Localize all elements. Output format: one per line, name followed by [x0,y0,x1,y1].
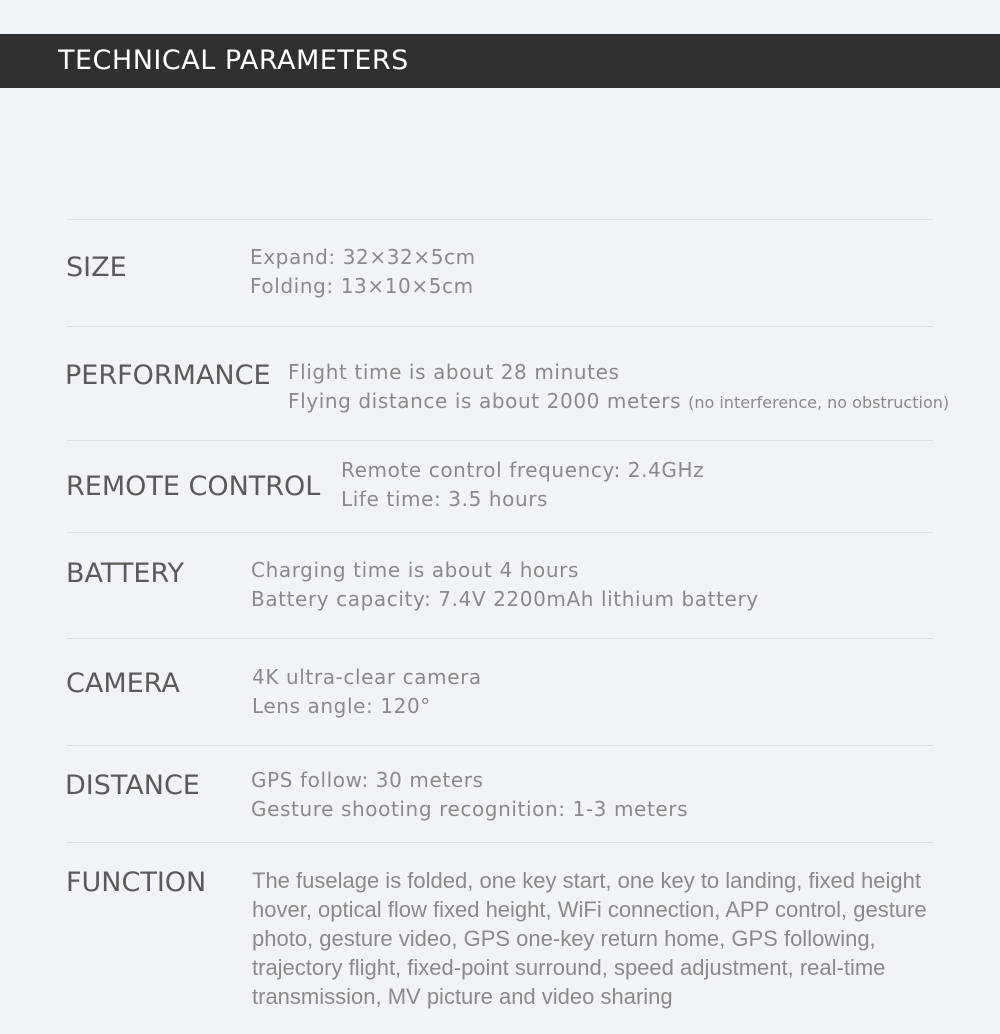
spec-value-line: Flight time is about 28 minutes [288,360,620,384]
spec-label-performance: PERFORMANCE [65,360,271,391]
spec-value-line: 4K ultra-clear camera [252,665,482,689]
page-title: TECHNICAL PARAMETERS [58,45,409,76]
spec-label-distance: DISTANCE [65,770,200,801]
spec-value-line: Folding: 13×10×5cm [250,274,474,298]
spec-value-line: Expand: 32×32×5cm [250,245,476,269]
divider [67,532,933,533]
spec-value-line: Charging time is about 4 hours [251,558,579,582]
spec-value-line: GPS follow: 30 meters [251,768,484,792]
spec-value-text: Flying distance is about 2000 meters [288,389,682,413]
spec-value-line: Remote control frequency: 2.4GHz [341,458,705,482]
spec-label-function: FUNCTION [66,867,207,898]
spec-label-battery: BATTERY [66,558,184,589]
spec-values-distance [251,766,688,824]
spec-value-line [288,387,949,417]
divider [67,638,933,639]
divider [67,745,933,746]
divider [67,842,933,843]
spec-value-line: Life time: 3.5 hours [341,487,549,511]
spec-values-performance [288,358,949,417]
spec-values-size [250,243,476,301]
divider [67,219,933,220]
spec-value-line: Gesture shooting recognition: 1-3 meters [251,797,689,821]
spec-value-note: (no interference, no obstruction) [688,393,950,412]
divider [67,440,933,441]
spec-label-camera: CAMERA [66,668,180,699]
spec-values-camera [252,663,482,721]
spec-values-battery [251,556,759,614]
divider [67,326,933,327]
spec-value-line: Lens angle: 120° [252,694,431,718]
spec-label-remote-control: REMOTE CONTROL [66,471,321,502]
spec-value-line: Battery capacity: 7.4V 2200mAh lithium battery [251,587,759,611]
spec-values-remote-control [341,456,704,514]
spec-label-size: SIZE [66,252,127,283]
spec-values-function: The fuselage is folded, one key start, one key to landing, fixed height hover, optical flow fixed height, WiFi connection, APP control, gesture photo, gesture video, GPS one-key return home, GPS following, trajectory flight, fixed-point surround, speed adjustment, real-time transmission, MV picture and video sharing [252,868,927,1009]
